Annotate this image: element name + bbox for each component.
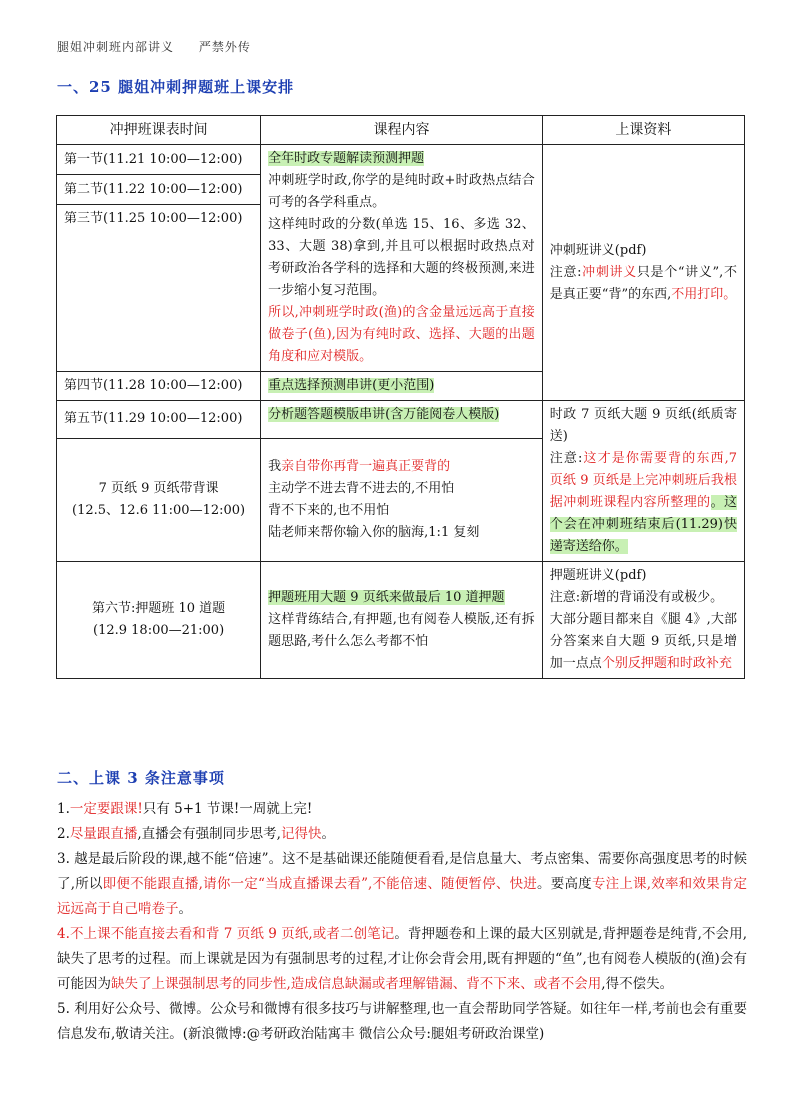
recitation-title: 7 页纸 9 页纸带背课: [98, 480, 219, 496]
note-4-emphasis-2: 缺失了上课强制思考的同步性,造成信息缺漏或者理解错漏、背不下来、或者不会用: [111, 976, 602, 992]
session-5-content: [261, 401, 543, 439]
note-2-emphasis-2: 记得快: [280, 826, 322, 842]
note-4-end: ,得不偿失。: [601, 976, 674, 992]
material-prediction-notes: [542, 562, 744, 679]
material-2-note-highlight: 。这个会在冲刺班结束后(11.29)快递寄送给你。: [549, 495, 737, 554]
session-3-time: 第三节(11.25 10:00—12:00): [57, 205, 261, 372]
recitation-dates: (12.5、12.6 11:00—12:00): [72, 502, 246, 518]
section1-title: 一、25 腿姐冲刺押题班上课安排: [57, 78, 295, 96]
recitation-content: [261, 438, 543, 561]
note-2-end: 。: [321, 826, 335, 842]
material-2-note-red: 这才是你需要背的东西,7 页纸 9 页纸是上完冲刺班后我根据冲刺班课程内容所整理的: [549, 451, 737, 510]
note-3-text-2: 。要高度: [537, 876, 592, 892]
session-4-topic: 重点选择预测串讲(更小范围): [268, 378, 435, 393]
page-header-note: [57, 38, 271, 55]
note-3-text: 3. 越是最后阶段的课,越不能“倍速”。这不是基础课还能随便看看,是信息量大、考点密集、需要你高强度思考的时候了,所以: [57, 851, 747, 892]
header-material: 上课资料: [542, 116, 744, 145]
material-2-note-label: 注意:: [549, 451, 583, 466]
session-5-topic: 分析题答题模版串讲(含万能阅卷人模版): [268, 407, 500, 422]
recitation-line3: 背不下来的,也不用怕: [268, 502, 390, 518]
recitation-line1-a: 我: [268, 458, 282, 474]
list-item: [57, 922, 747, 997]
note-2-text: ,直播会有强制同步思考,: [137, 826, 281, 842]
material-3-note: 注意:新增的背诵没有或极少。: [549, 590, 724, 605]
note-5-text: 5. 利用好公众号、微博。公众号和微博有很多技巧与讲解整理,也一直会帮助同学答疑。如往年一样,考前也会有重要信息发布,敬请关注。(新浪微博:@考研政治陆寓丰 微信公众号:腿姐考研政治课堂): [57, 1001, 747, 1042]
recitation-line4: 陆老师来帮你输入你的脑海,1:1 复刻: [268, 524, 480, 540]
material-2-title: 时政 7 页纸大题 9 页纸(纸质寄送): [549, 407, 737, 444]
list-item: [57, 997, 747, 1047]
session-4-content: [261, 372, 543, 401]
material-1-title: 冲刺班讲义(pdf): [549, 242, 647, 258]
table-row: [57, 562, 745, 679]
list-item: [57, 822, 747, 847]
recitation-session-time: [57, 438, 261, 561]
header-right: 严禁外传: [198, 40, 251, 54]
content-paragraph-2: 这样纯时政的分数(单选 15、16、多选 32、33、大题 38)拿到,并且可以根据时政热点对考研政治各学科的选择和大题的终极预测,来进一步缩小复习范围。: [268, 217, 535, 298]
content-paragraph-3: 所以,冲刺班学时政(渔)的含金量远远高于直接做卷子(鱼),因为有纯时政、选择、大题的出题角度和应对模版。: [268, 305, 535, 364]
session-2-time: 第二节(11.22 10:00—12:00): [57, 175, 261, 205]
material-lecture-notes: [542, 145, 744, 401]
material-1-note-label: 注意:: [549, 264, 582, 280]
session-5-time: 第五节(11.29 10:00—12:00): [57, 401, 261, 439]
header-left: 腿姐冲刺班内部讲义: [57, 40, 175, 54]
session-6-body: 这样背练结合,有押题,也有阅卷人模版,还有拆题思路,考什么怎么考都不怕: [268, 612, 535, 649]
note-4-text: 。背押题卷和上课的最大区别就是,背押题卷是纯背,不会用,缺失了思考的过程。而上课就是因为有强制思考的过程,才让你会背会用,既有押题的“鱼”,也有阅卷人模版的(渔)会有可能因为: [57, 926, 747, 992]
note-1-emphasis: 一定要跟课!: [69, 801, 143, 817]
schedule-table: [56, 115, 745, 679]
session-6-title: 第六节:押题班 10 道题: [91, 601, 226, 616]
note-3-emphasis-2: 专注上课,效率和效果肯定远远高于自己啃卷子: [57, 876, 748, 917]
material-1-note-end: 不用打印。: [671, 286, 737, 302]
session-1-3-content: [261, 145, 543, 372]
session-6-dates: (12.9 18:00—21:00): [93, 623, 225, 638]
material-3-text: 大部分题目都来自《腿 4》,大部分答案来自大题 9 页纸,只是增加一点点: [549, 612, 737, 671]
section2-title: 二、上课 3 条注意事项: [57, 769, 225, 787]
list-item: [57, 797, 747, 822]
list-item: [57, 847, 747, 922]
session-1-time: 第一节(11.21 10:00—12:00): [57, 145, 261, 175]
table-row: [57, 401, 745, 439]
note-3-end: 。: [178, 901, 192, 917]
notes-list: [57, 797, 747, 1047]
material-paper-notes: [542, 401, 744, 562]
session-6-time: [57, 562, 261, 679]
material-1-note-text: 只是个“讲义”,不是真正要“背”的东西,: [549, 264, 737, 302]
recitation-line1-b: 亲自带你再背一遍真正要背的: [281, 458, 451, 474]
session-6-topic: 押题班用大题 9 页纸来做最后 10 道押题: [268, 590, 505, 605]
material-3-title: 押题班讲义(pdf): [549, 568, 647, 583]
note-4-number: 4.: [57, 926, 70, 942]
header-content: 课程内容: [261, 116, 543, 145]
recitation-line2: 主动学不进去背不进去的,不用怕: [268, 480, 455, 496]
material-1-note-red: 冲刺讲义: [581, 264, 637, 280]
note-2-number: 2.: [57, 826, 70, 842]
note-4-emphasis: 不上课不能直接去看和背 7 页纸 9 页纸,或者二创笔记: [69, 926, 395, 942]
header-time: 冲押班课表时间: [57, 116, 261, 145]
table-row: [57, 145, 745, 175]
material-3-red: 个别反押题和时政补充: [601, 656, 732, 671]
table-header-row: [57, 116, 745, 145]
note-1-text: 只有 5+1 节课!一周就上完!: [142, 801, 313, 817]
session-4-time: 第四节(11.28 10:00—12:00): [57, 372, 261, 401]
content-topic-title: 全年时政专题解读预测押题: [268, 151, 425, 166]
session-6-content: [261, 562, 543, 679]
note-2-emphasis: 尽量跟直播: [69, 826, 138, 842]
note-1-number: 1.: [57, 801, 70, 817]
content-paragraph-1: 冲刺班学时政,你学的是纯时政+时政热点结合可考的各学科重点。: [268, 173, 535, 210]
note-3-emphasis: 即便不能跟直播,请你一定“当成直播课去看”,不能倍速、随便暂停、快进: [102, 876, 538, 892]
